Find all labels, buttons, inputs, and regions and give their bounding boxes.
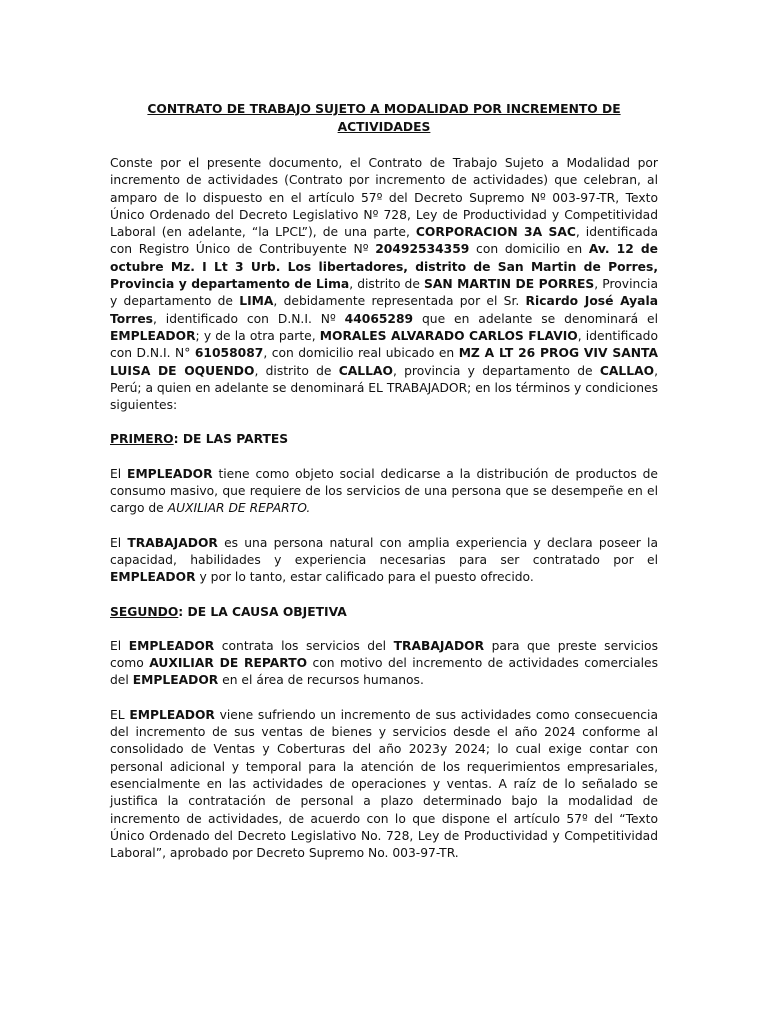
bold-text: MZ A LT 26 PROG VIV SANTA LUISA DE OQUENDO (110, 346, 658, 378)
text-run: El (110, 638, 129, 653)
section-number: PRIMERO (110, 432, 174, 447)
bold-text: Ricardo José Ayala Torres (110, 294, 658, 326)
text-run: , Perú; a quien en adelante se denominará EL TRABAJADOR; en los términos y condiciones siguientes: (110, 363, 658, 413)
text-run: , distrito de (349, 277, 425, 292)
section-title: : DE LA CAUSA OBJETIVA (178, 604, 347, 619)
text-run: ; y de la otra parte, (195, 328, 320, 343)
text-run: tiene como objeto social dedicarse a la distribución de productos de consumo masivo, que requiere de los servicios de una persona que se desempeñe en el cargo de (110, 466, 658, 516)
bold-text: EMPLEADOR (127, 466, 213, 481)
bold-text: SAN MARTIN DE PORRES (424, 277, 595, 292)
bold-text: EMPLEADOR (132, 673, 219, 688)
text-run: , distrito de (254, 363, 339, 378)
text-run: contrata los servicios del (214, 638, 394, 653)
bold-text: TRABAJADOR (127, 535, 218, 550)
section1-paragraph-2 (110, 535, 658, 587)
document-title (110, 100, 658, 136)
text-run: y por lo tanto, estar calificado para el puesto ofrecido. (195, 570, 534, 585)
section-number: SEGUNDO (110, 604, 179, 619)
text-run: El (110, 535, 128, 550)
section2-paragraph-1 (110, 638, 658, 690)
text-run: , provincia y departamento de (392, 363, 600, 378)
text-run: es una persona natural con amplia experiencia y declara poseer la capacidad, habilidades y experiencia necesarias para ser contratado por el (110, 535, 658, 567)
bold-text: AUXILIAR DE REPARTO (149, 656, 308, 671)
text-run: , debidamente representada por el Sr. (273, 294, 526, 309)
section-title: : DE LAS PARTES (173, 432, 289, 447)
text-run: que en adelante se denominará el (413, 311, 658, 326)
text-run: viene sufriendo un incremento de sus actividades como consecuencia del incremento de sus ventas de bienes y servicios desde el año 2024 conforme al consolidado de Ventas y Coberturas del año 2023y 2024; lo cual exige contar con personal adicional y temporal para la atención de los requerimientos empresariales, esencialmente en las actividades de operaciones y ventas. A raíz de lo señalado se justifica la contratación de personal a plazo determinado bajo la modalidad de incremento de actividades, de acuerdo con lo que dispone el artículo 57º del “Texto Único Ordenado del Decreto Legislativo No. 728, Ley de Productividad y Competitividad Laboral”, aprobado por Decreto Supremo No. 003-97-TR. (110, 707, 658, 861)
intro-paragraph (110, 155, 658, 414)
bold-text: CALLAO (599, 363, 655, 378)
text-run: , Provincia y departamento de (110, 277, 658, 309)
bold-text: Av. 12 de octubre Mz. I Lt 3 Urb. Los libertadores, distrito de San Martin de Porres, Provincia y departamento de Lima (110, 242, 658, 292)
bold-text: EMPLEADOR (128, 638, 215, 653)
text-run: EL (110, 707, 130, 722)
text-run: en el área de recursos humanos. (218, 673, 424, 688)
bold-text: EMPLEADOR (110, 570, 196, 585)
text-run: Conste por el presente documento, el Contrato de Trabajo Sujeto a Modalidad por incremento de actividades (Contrato por incremento de actividades) que celebran, al amparo de lo dispuesto en el artículo 57º del Decreto Supremo Nº 003-97-TR, Texto Único Ordenado del Decreto Legislativo Nº 728, Ley de Productividad y Competitividad Laboral (en adelante, “la LPCL”), de una parte, (110, 156, 658, 240)
section2-paragraph-2 (110, 707, 658, 863)
text-run: , con domicilio real ubicado en (263, 346, 459, 361)
section-heading-primero (110, 431, 658, 448)
bold-text: EMPLEADOR (110, 328, 196, 343)
title-line-1: CONTRATO DE TRABAJO SUJETO A MODALIDAD POR INCREMENTO DE (147, 102, 621, 116)
text-run: para que preste servicios como (110, 638, 658, 671)
bold-text: LIMA (239, 294, 274, 309)
bold-text: 20492534359 (375, 242, 470, 257)
title-line-2: ACTIVIDADES (337, 120, 431, 134)
text-run: , identificado con D.N.I. N° (110, 328, 658, 361)
italic-text: AUXILIAR DE REPARTO. (167, 501, 311, 516)
bold-text: CORPORACION 3A SAC (415, 225, 576, 240)
text-run: con domicilio en (469, 242, 589, 257)
bold-text: EMPLEADOR (129, 707, 215, 722)
bold-text: TRABAJADOR (393, 638, 485, 653)
section1-paragraph-1 (110, 466, 658, 518)
bold-text: CALLAO (338, 363, 393, 378)
text-run: , identificada con Registro Único de Contribuyente Nº (110, 225, 658, 257)
text-run: , identificado con D.N.I. Nº (153, 311, 345, 326)
bold-text: MORALES ALVARADO CARLOS FLAVIO (319, 328, 578, 343)
text-run: El (110, 466, 128, 481)
section-heading-segundo (110, 604, 658, 621)
text-run: con motivo del incremento de actividades comerciales del (110, 656, 658, 688)
bold-text: 61058087 (194, 346, 264, 361)
bold-text: 44065289 (344, 311, 414, 326)
